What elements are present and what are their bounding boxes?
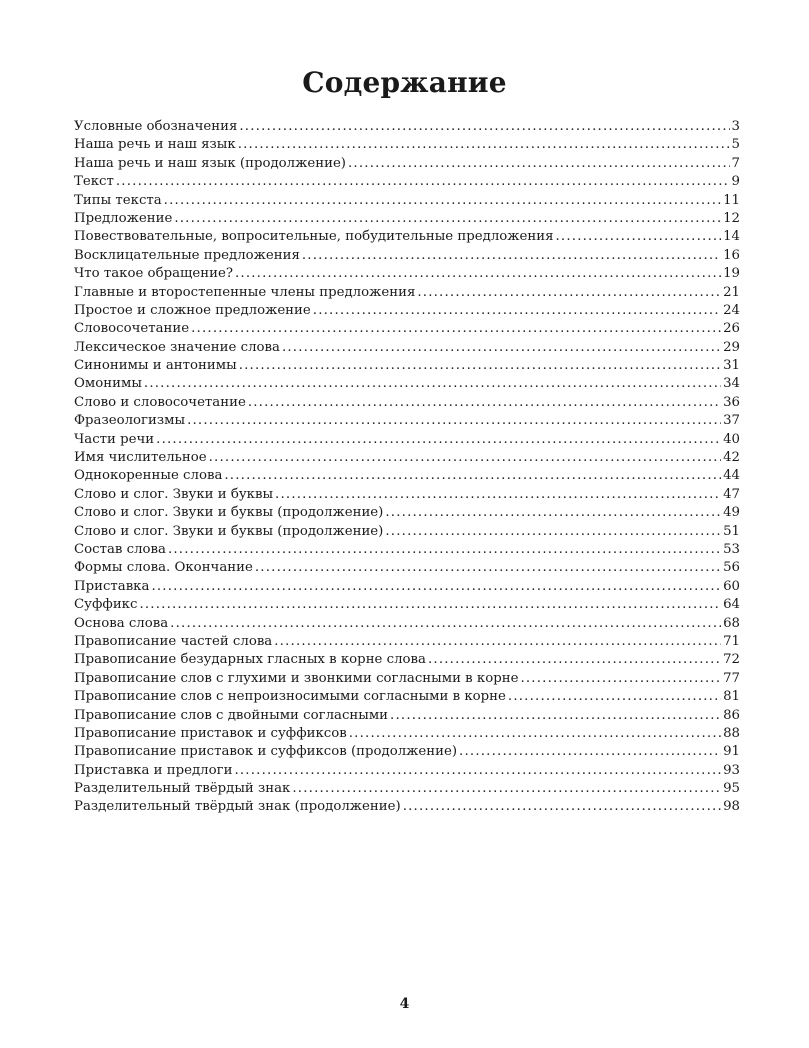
dot-leader — [428, 651, 721, 669]
toc-entry-title: Что такое обращение? — [74, 266, 233, 282]
toc-entry-title: Правописание слов с глухими и звонкими согласными в корне — [74, 670, 519, 686]
toc-entry-page: 51 — [723, 523, 740, 539]
dot-leader — [292, 780, 721, 798]
dot-leader — [168, 541, 721, 559]
toc-entry-title: Слово и слог. Звуки и буквы (продолжение) — [74, 523, 384, 539]
toc-entry-title: Суффикс — [74, 597, 138, 613]
toc-entry-page: 11 — [723, 192, 740, 208]
toc-entry-title: Разделительный твёрдый знак — [74, 781, 291, 797]
toc-entry[interactable] — [74, 228, 740, 246]
toc-entry-page: 7 — [731, 155, 740, 171]
toc-entry-page: 29 — [723, 339, 740, 355]
toc-entry[interactable] — [74, 780, 740, 798]
toc-entry-page: 93 — [723, 762, 740, 778]
toc-entry-page: 31 — [723, 358, 740, 374]
toc-entry-page: 88 — [723, 725, 740, 741]
toc-entry[interactable] — [74, 523, 740, 541]
toc-entry-page: 14 — [723, 229, 740, 245]
toc-entry[interactable] — [74, 357, 740, 375]
toc-entry-title: Синонимы и антонимы — [74, 358, 237, 374]
dot-leader — [520, 670, 721, 688]
toc-entry[interactable] — [74, 651, 740, 669]
toc-entry[interactable] — [74, 578, 740, 596]
toc-entry[interactable] — [74, 615, 740, 633]
toc-entry[interactable] — [74, 210, 740, 228]
toc-entry-page: 44 — [723, 468, 740, 484]
toc-entry[interactable] — [74, 136, 740, 154]
toc-entry[interactable] — [74, 725, 740, 743]
toc-entry-page: 95 — [723, 781, 740, 797]
dot-leader — [116, 173, 730, 191]
toc-entry-page: 72 — [723, 652, 740, 668]
toc-entry-page: 16 — [723, 247, 740, 263]
dot-leader — [139, 596, 721, 614]
toc-entry-page: 9 — [731, 174, 740, 190]
dot-leader — [174, 210, 721, 228]
toc-entry[interactable] — [74, 633, 740, 651]
toc-entry[interactable] — [74, 743, 740, 761]
toc-entry-page: 37 — [723, 413, 740, 429]
toc-entry-title: Наша речь и наш язык (продолжение) — [74, 155, 346, 171]
dot-leader — [302, 247, 721, 265]
toc-entry-title: Основа слова — [74, 615, 169, 631]
dot-leader — [187, 412, 721, 430]
toc-entry-page: 77 — [723, 670, 740, 686]
toc-entry-page: 71 — [723, 633, 740, 649]
toc-entry-title: Текст — [74, 174, 114, 190]
toc-entry[interactable] — [74, 541, 740, 559]
toc-entry[interactable] — [74, 504, 740, 522]
toc-entry[interactable] — [74, 707, 740, 725]
dot-leader — [156, 431, 721, 449]
toc-entry-page: 24 — [723, 302, 740, 318]
toc-entry[interactable] — [74, 265, 740, 283]
toc-entry[interactable] — [74, 155, 740, 173]
toc-entry-page: 36 — [723, 394, 740, 410]
dot-leader — [313, 302, 721, 320]
toc-entry[interactable] — [74, 118, 740, 136]
toc-entry[interactable] — [74, 670, 740, 688]
dot-leader — [556, 228, 722, 246]
toc-entry[interactable] — [74, 339, 740, 357]
dot-leader — [385, 504, 721, 522]
toc-entry-title: Имя числительное — [74, 450, 207, 466]
toc-entry[interactable] — [74, 412, 740, 430]
toc-entry-title: Правописание приставок и суффиксов (продолжение) — [74, 744, 458, 760]
toc-entry-title: Словосочетание — [74, 321, 190, 337]
toc-entry-title: Слово и словосочетание — [74, 394, 246, 410]
toc-entry-title: Простое и сложное предложение — [74, 302, 311, 318]
toc-entry-page: 3 — [731, 119, 740, 134]
toc-entry[interactable] — [74, 596, 740, 614]
toc-entry-title: Однокоренные слова — [74, 468, 223, 484]
toc-entry-page: 34 — [723, 376, 740, 392]
toc-entry[interactable] — [74, 486, 740, 504]
dot-leader — [151, 578, 721, 596]
dot-leader — [235, 265, 721, 283]
toc-entry[interactable] — [74, 762, 740, 780]
toc-entry-page: 64 — [723, 597, 740, 613]
toc-entry[interactable] — [74, 173, 740, 191]
dot-leader — [349, 725, 721, 743]
toc-entry-title: Слово и слог. Звуки и буквы (продолжение) — [74, 505, 384, 521]
toc-entry[interactable] — [74, 688, 740, 706]
toc-entry-title: Фразеологизмы — [74, 413, 186, 429]
page-title: Содержание — [302, 66, 507, 99]
dot-leader — [209, 449, 721, 467]
toc-entry-page: 68 — [723, 615, 740, 631]
toc-entry-title: Условные обозначения — [74, 119, 238, 134]
toc-entry-title: Наша речь и наш язык — [74, 137, 236, 153]
toc-entry[interactable] — [74, 394, 740, 412]
toc-entry[interactable] — [74, 467, 740, 485]
toc-entry-page: 56 — [723, 560, 740, 576]
dot-leader — [348, 155, 730, 173]
toc-entry-page: 98 — [723, 799, 740, 815]
dot-leader — [170, 615, 721, 633]
dot-leader — [417, 284, 721, 302]
toc-entry-page: 12 — [723, 210, 740, 226]
toc-entry-page: 5 — [731, 137, 740, 153]
toc-entry-title: Состав слова — [74, 541, 166, 557]
toc-entry-title: Главные и второстепенные члены предложения — [74, 284, 416, 300]
toc-entry-title: Приставка — [74, 578, 150, 594]
dot-leader — [239, 357, 721, 375]
toc-entry-page: 49 — [723, 505, 740, 521]
toc-entry-page: 81 — [723, 689, 740, 705]
toc-entry-page: 60 — [723, 578, 740, 594]
toc-entry[interactable] — [74, 559, 740, 577]
toc-entry[interactable] — [74, 431, 740, 449]
dot-leader — [459, 743, 721, 761]
toc-entry-title: Восклицательные предложения — [74, 247, 300, 263]
toc-entry-page: 21 — [723, 284, 740, 300]
dot-leader — [224, 467, 721, 485]
dot-leader — [191, 320, 721, 338]
toc-entry-title: Предложение — [74, 210, 173, 226]
toc-entry-title: Разделительный твёрдый знак (продолжение) — [74, 799, 401, 815]
dot-leader — [164, 192, 721, 210]
toc-entry[interactable] — [74, 284, 740, 302]
toc-entry-page: 91 — [723, 744, 740, 760]
toc-entry-page: 86 — [723, 707, 740, 723]
toc-entry-page: 26 — [723, 321, 740, 337]
toc-entry[interactable] — [74, 247, 740, 265]
toc-entry[interactable] — [74, 320, 740, 338]
toc-entry-title: Типы текста — [74, 192, 162, 208]
dot-leader — [390, 707, 721, 725]
toc-entry[interactable] — [74, 798, 740, 816]
dot-leader — [248, 394, 721, 412]
toc-entry[interactable] — [74, 302, 740, 320]
toc-entry-title: Лексическое значение слова — [74, 339, 280, 355]
toc-entry-title: Правописание слов с непроизносимыми согласными в корне — [74, 689, 506, 705]
toc-entry-page: 47 — [723, 486, 740, 502]
toc-entry-title: Правописание слов с двойными согласными — [74, 707, 389, 723]
toc-entry-title: Части речи — [74, 431, 155, 447]
dot-leader — [239, 118, 729, 136]
toc-entry-title: Омонимы — [74, 376, 142, 392]
table-of-contents — [74, 118, 740, 817]
dot-leader — [275, 486, 721, 504]
toc-entry[interactable] — [74, 449, 740, 467]
toc-entry-page: 53 — [723, 541, 740, 557]
toc-entry-page: 42 — [723, 450, 740, 466]
toc-entry-page: 19 — [723, 266, 740, 282]
dot-leader — [274, 633, 721, 651]
page-number: 4 — [399, 996, 410, 1012]
dot-leader — [282, 339, 721, 357]
dot-leader — [238, 136, 730, 154]
toc-entry-title: Формы слова. Окончание — [74, 560, 253, 576]
dot-leader — [144, 375, 721, 393]
dot-leader — [403, 798, 721, 816]
toc-entry-title: Правописание приставок и суффиксов — [74, 725, 347, 741]
dot-leader — [508, 688, 721, 706]
dot-leader — [385, 523, 721, 541]
toc-entry-title: Правописание безударных гласных в корне слова — [74, 652, 426, 668]
dot-leader — [234, 762, 721, 780]
toc-entry[interactable] — [74, 192, 740, 210]
toc-entry-title: Приставка и предлоги — [74, 762, 233, 778]
toc-entry-page: 40 — [723, 431, 740, 447]
toc-entry-title: Слово и слог. Звуки и буквы — [74, 486, 274, 502]
toc-entry[interactable] — [74, 375, 740, 393]
toc-entry-title: Правописание частей слова — [74, 633, 273, 649]
toc-entry-title: Повествовательные, вопросительные, побудительные предложения — [74, 229, 554, 245]
dot-leader — [255, 559, 721, 577]
